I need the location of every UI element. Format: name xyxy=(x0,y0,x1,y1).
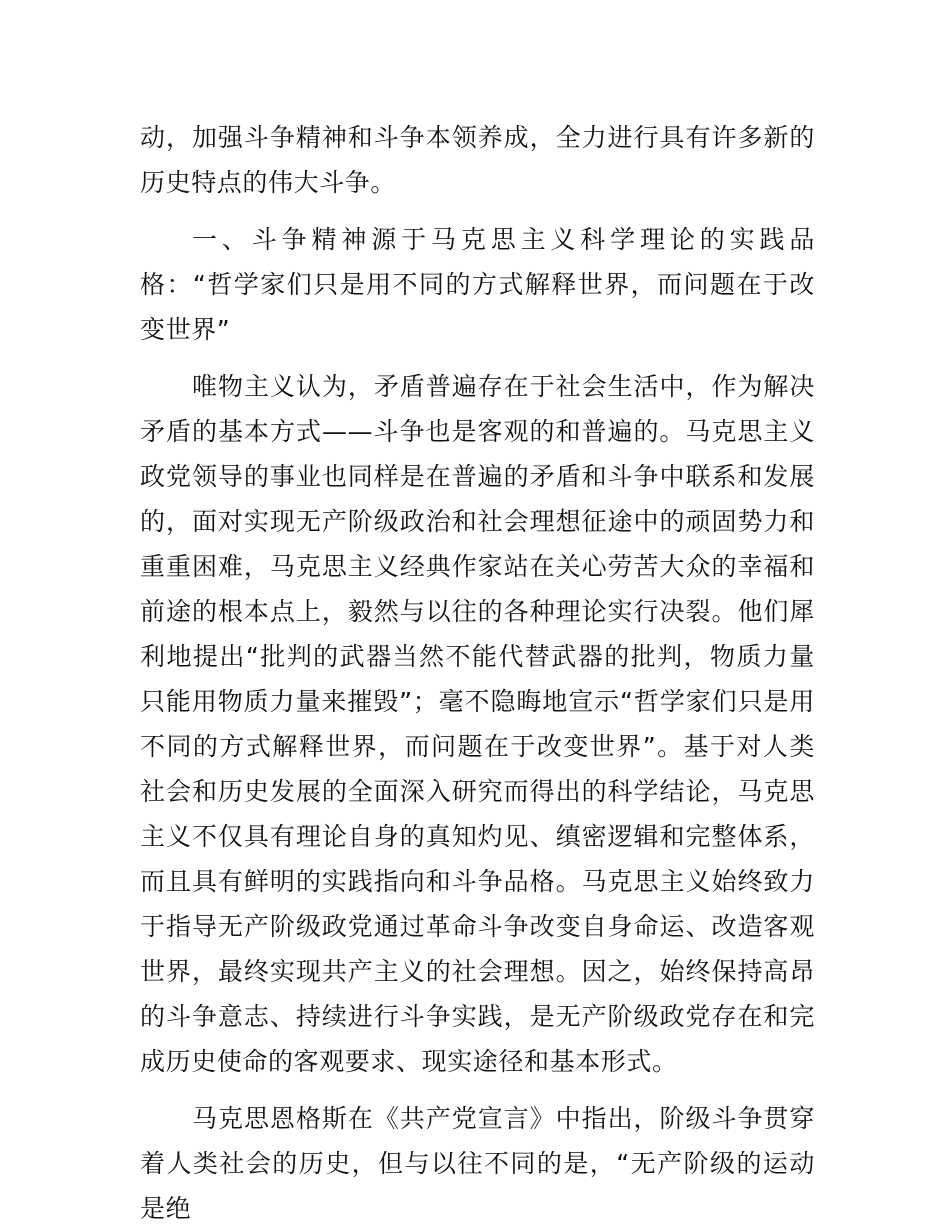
document-body xyxy=(140,115,815,1231)
section-heading: 一、斗争精神源于马克思主义科学理论的实践品格：“哲学家们只是用不同的方式解释世界，而问题在于改变世界” xyxy=(140,225,815,344)
paragraph-communist-manifesto: 马克思恩格斯在《共产党宣言》中指出，阶级斗争贯穿着人类社会的历史，但与以往不同的是，“无产阶级的运动是绝 xyxy=(140,1104,815,1223)
paragraph-continuation: 动，加强斗争精神和斗争本领养成，全力进行具有许多新的历史特点的伟大斗争。 xyxy=(140,123,815,197)
paragraph-materialism: 唯物主义认为，矛盾普遍存在于社会生活中，作为解决矛盾的基本方式——斗争也是客观的和普遍的。马克思主义政党领导的事业也同样是在普遍的矛盾和斗争中联系和发展的，面对实现无产阶级政治和社会理想征途中的顽固势力和重重困难，马克思主义经典作家站在关心劳苦大众的幸福和前途的根本点上，毅然与以往的各种理论实行决裂。他们犀利地提出“批判的武器当然不能代替武器的批判，物质力量只能用物质力量来摧毁”；毫不隐晦地宣示“哲学家们只是用不同的方式解释世界，而问题在于改变世界”。基于对人类社会和历史发展的全面深入研究而得出的科学结论，马克思主义不仅具有理论自身的真知灼见、缜密逻辑和完整体系，而且具有鲜明的实践指向和斗争品格。马克思主义始终致力于指导无产阶级政党通过革命斗争改变自身命运、改造客观世界，最终实现共产主义的社会理想。因之，始终保持高昂的斗争意志、持续进行斗争实践，是无产阶级政党存在和完成历史使命的客观要求、现实途径和基本形式。 xyxy=(140,372,815,1076)
